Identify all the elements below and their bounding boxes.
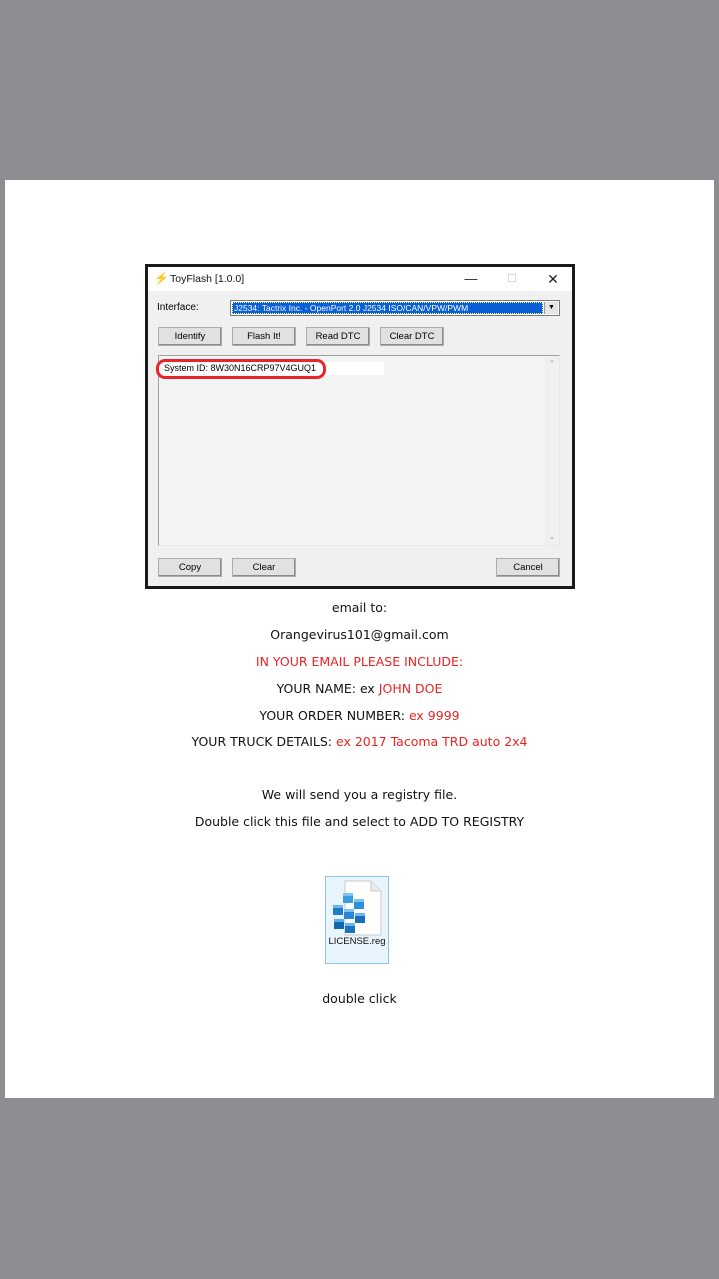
- license-file[interactable]: [325, 876, 389, 964]
- email-to-label: email to:: [331, 600, 388, 615]
- system-id-line: System ID: 8W30N16CRP97V4GUQ1: [163, 362, 384, 375]
- include-heading: IN YOUR EMAIL PLEASE INCLUDE:: [255, 654, 464, 669]
- name-line: [5, 681, 714, 696]
- identify-button[interactable]: Identify: [158, 327, 222, 346]
- copy-button[interactable]: Copy: [158, 558, 222, 577]
- registry-file-icon: [329, 879, 385, 937]
- order-example: ex 9999: [408, 708, 460, 723]
- clear-button[interactable]: Clear: [232, 558, 296, 577]
- order-line: [5, 708, 714, 723]
- double-click-label: double click: [322, 991, 397, 1006]
- truck-line: [5, 734, 714, 749]
- log-scrollbar[interactable]: [545, 356, 559, 545]
- maximize-button[interactable]: ☐: [507, 273, 517, 285]
- cancel-button[interactable]: Cancel: [496, 558, 560, 577]
- interface-label: Interface:: [157, 302, 199, 313]
- dropdown-arrow-icon[interactable]: ▼: [544, 302, 558, 314]
- highlight-circle: [156, 359, 326, 379]
- scroll-up-icon[interactable]: ⌃: [548, 359, 556, 368]
- registry-line: We will send you a registry file.: [261, 787, 458, 802]
- minimize-button[interactable]: —: [464, 271, 478, 286]
- flash-button[interactable]: Flash It!: [232, 327, 296, 346]
- clear-dtc-button[interactable]: Clear DTC: [380, 327, 444, 346]
- file-name-label: LICENSE.reg: [328, 936, 386, 947]
- name-example: JOHN DOE: [378, 681, 443, 696]
- order-label: YOUR ORDER NUMBER:: [259, 708, 409, 723]
- title-bar: [148, 267, 572, 291]
- scroll-down-icon[interactable]: ⌄: [548, 532, 556, 541]
- interface-select[interactable]: [230, 300, 560, 316]
- document-page: [5, 180, 714, 1098]
- screenshot-frame: [145, 264, 575, 589]
- read-dtc-button[interactable]: Read DTC: [306, 327, 370, 346]
- truck-example: ex 2017 Tacoma TRD auto 2x4: [335, 734, 528, 749]
- log-textarea[interactable]: [158, 355, 560, 546]
- lightning-bolt-icon: ⚡: [154, 271, 169, 285]
- close-button[interactable]: ✕: [547, 271, 559, 287]
- instruction-line: Double click this file and select to ADD TO REGISTRY: [194, 814, 525, 829]
- email-address: Orangevirus101@gmail.com: [270, 627, 449, 642]
- truck-label: YOUR TRUCK DETAILS:: [191, 734, 336, 749]
- toyflash-window: [148, 267, 572, 586]
- interface-selected-value: J2534: Tactrix Inc. - OpenPort 2.0 J2534 ISO/CAN/VPW/PWM: [232, 302, 543, 314]
- name-label: YOUR NAME: ex: [276, 681, 379, 696]
- window-title: ToyFlash [1.0.0]: [170, 273, 245, 285]
